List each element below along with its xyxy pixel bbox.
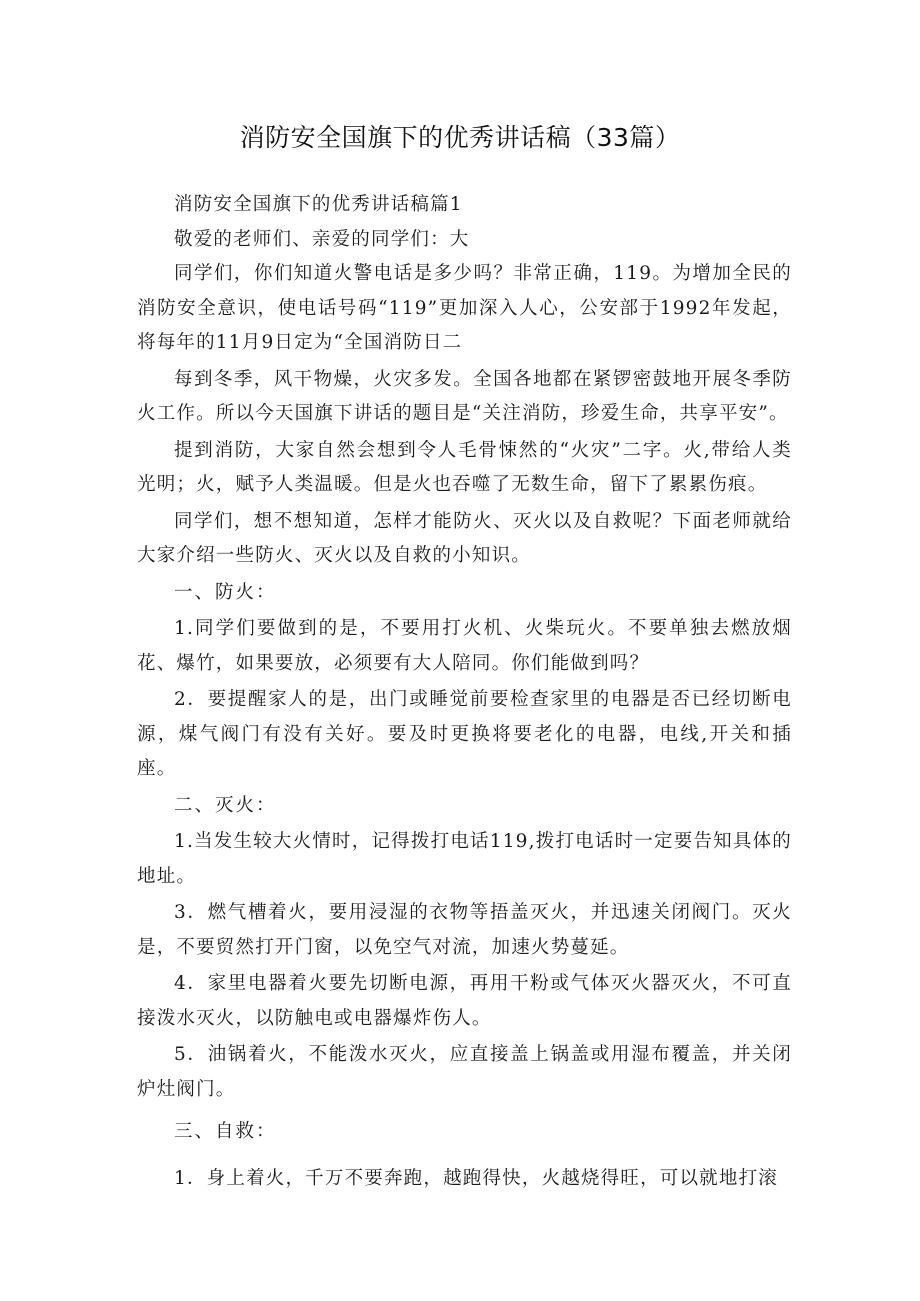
list-item: 2．要提醒家人的是，出门或睡觉前要检查家里的电器是否已经切断电源，煤气阀门有没有关好。要及时更换将要老化的电器，电线,开关和插座。 [137,689,792,779]
list-item: 1.同学们要做到的是，不要用打火机、火柴玩火。不要单独去燃放烟花、爆竹，如果要放，必须要有大人陪同。你们能做到吗？ [137,618,792,674]
paragraph: 每到冬季，风干物燥，火灾多发。全国各地都在紧锣密鼓地开展冬季防火工作。所以今天国旗下讲话的题目是“关注消防，珍爱生命，共享平安”。 [137,368,792,424]
document-body [137,188,792,1196]
list-item: 1.当发生较大火情时，记得拨打电话119,拨打电话时一定要告知具体的地址。 [137,831,792,887]
subheading-self-rescue: 三、自救： [174,1121,277,1142]
list-item: 1．身上着火，千万不要奔跑，越跑得快，火越烧得旺，可以就地打滚 [174,1167,778,1189]
paragraph: 提到消防，大家自然会想到令人毛骨悚然的“火灾”二字。火,带给人类光明；火，赋予人类温暖。但是火也吞噬了无数生命，留下了累累伤痕。 [137,439,792,495]
list-item: 4．家里电器着火要先切断电源，再用干粉或气体灭火器灭火，不可直接泼水灭火，以防触电或电器爆炸伤人。 [137,973,792,1029]
subheading-fire-fighting: 二、灭火： [174,794,277,816]
document-title: 消防安全国旗下的优秀讲话稿（33篇） [239,123,681,152]
salutation: 敬爱的老师们、亲爱的同学们：大 [174,228,470,250]
subheading-fire-prevention: 一、防火： [174,581,277,603]
list-item: 3．燃气槽着火，要用浸湿的衣物等捂盖灭火，并迅速关闭阀门。灭火是，不要贸然打开门窗，以免空气对流，加速火势蔓延。 [137,902,792,958]
paragraph: 同学们，想不想知道，怎样才能防火、灭火以及自救呢？下面老师就给大家介绍一些防火、灭火以及自救的小知识。 [137,510,792,566]
section-heading: 消防安全国旗下的优秀讲话稿篇1 [174,194,463,215]
paragraph: 同学们，你们知道火警电话是多少吗？非常正确，119。为增加全民的消防安全意识，使电话号码“119”更加深入人心，公安部于1992年发起，将每年的11月9日定为“全国消防日二 [137,263,792,353]
list-item: 5．油锅着火，不能泼水灭火，应直接盖上锅盖或用湿布覆盖，并关闭炉灶阀门。 [137,1044,792,1100]
